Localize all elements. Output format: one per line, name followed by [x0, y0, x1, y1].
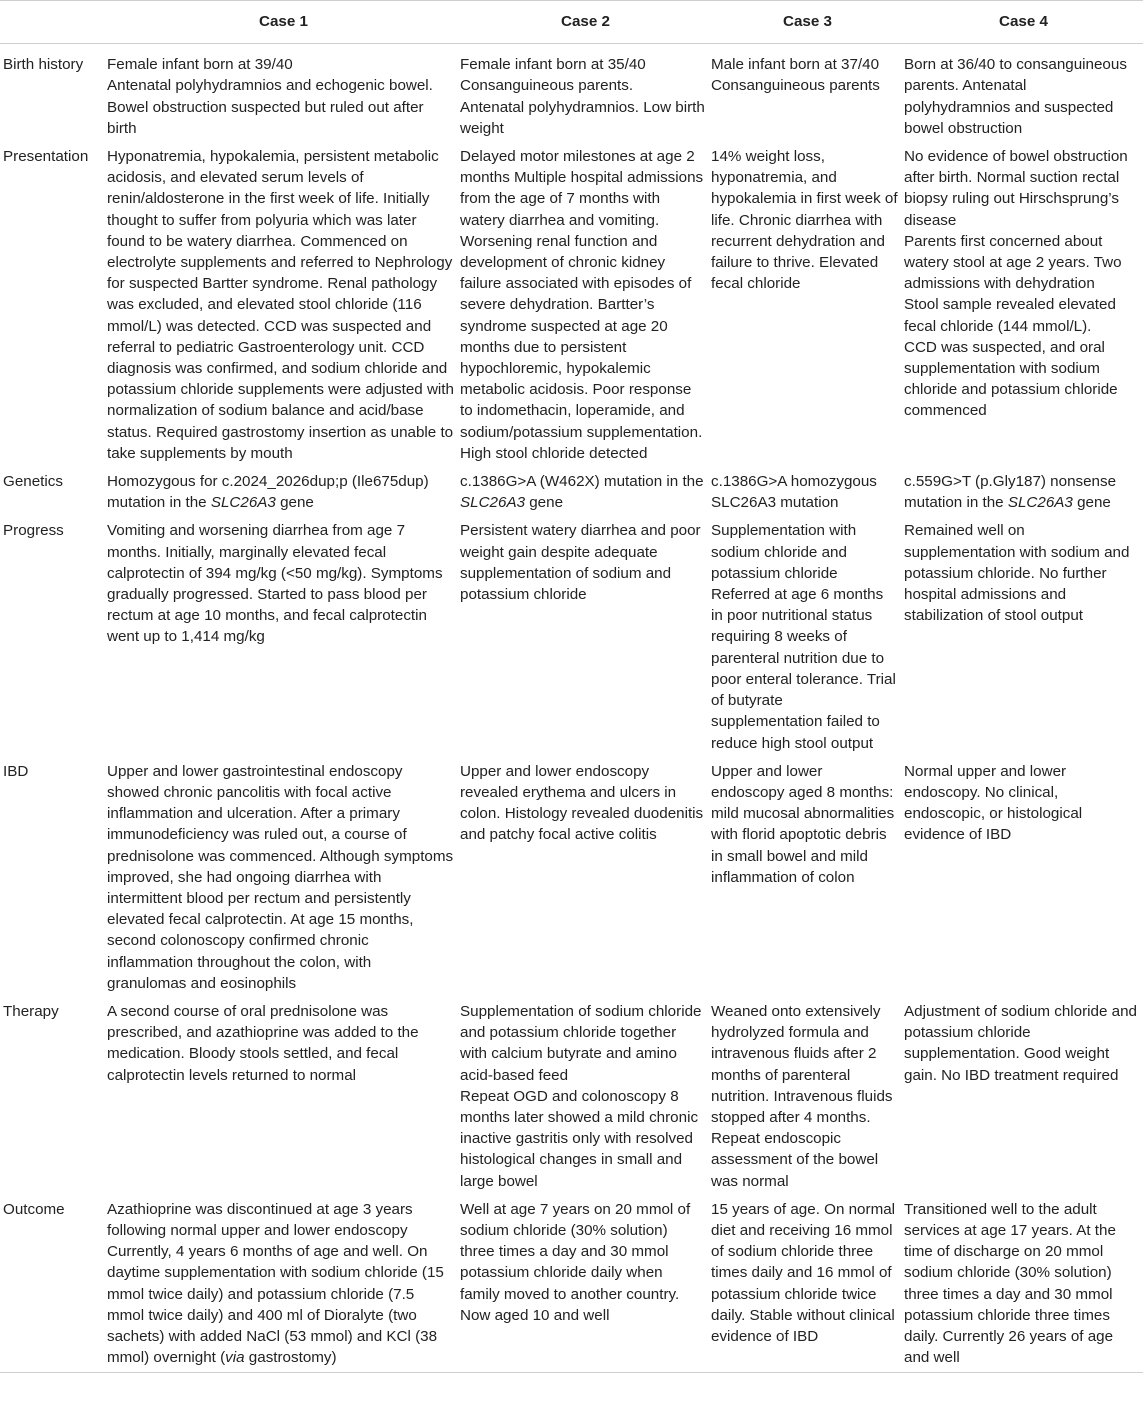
case-1-cell	[107, 998, 460, 1196]
case-4-cell	[904, 468, 1143, 517]
table-row	[0, 998, 1143, 1196]
cell-text: Normal upper and lower endoscopy. No clinical, endoscopic, or histological evidence of IBD	[904, 762, 1083, 844]
cell-text: Delayed motor milestones at age 2 months Multiple hospital admissions from the age of 7 months with watery diarrhea and vomiting. Worsening renal function and development of chronic kidney failure associated with episodes of severe dehydration. Bartter’s syndrome suspected at age 20 months due to persistent hypochloremic, hypokalemic metabolic acidosis. Poor response to indomethacin, loperamide, and sodium/potassium supplementation. High stool chloride detected	[460, 148, 704, 462]
cell-text: Azathioprine was discontinued at age 3 years following normal upper and lower endoscopy	[107, 1200, 413, 1239]
case-3-cell	[711, 517, 904, 757]
header-case-3: Case 3	[711, 1, 904, 44]
table-body	[0, 44, 1143, 1373]
case-1-cell	[107, 758, 460, 998]
cell-text: c.1386G>A homozygous SLC26A3 mutation	[711, 473, 877, 512]
cell-text: 14% weight loss, hyponatremia, and hypokalemia in first week of life. Chronic diarrhea with recurrent dehydration and failure to thrive. Elevated fecal chloride	[711, 148, 898, 293]
case-3-cell	[711, 998, 904, 1196]
case-1-cell	[107, 517, 460, 757]
cell-text: Stool sample revealed elevated fecal chloride (144 mmol/L).	[904, 296, 1116, 335]
case-2-cell	[460, 1196, 711, 1373]
case-1-cell	[107, 44, 460, 143]
case-1-cell	[107, 1196, 460, 1373]
case-1-cell	[107, 143, 460, 468]
case-2-cell	[460, 143, 711, 468]
cell-text: Upper and lower endoscopy revealed erythema and ulcers in colon. Histology revealed duodenitis and patchy focal active colitis	[460, 762, 704, 844]
row-label: Outcome	[0, 1196, 107, 1373]
cell-text: Repeat OGD and colonoscopy 8 months later showed a mild chronic inactive gastritis only with resolved histological changes in small and large bowel	[460, 1087, 699, 1190]
case-4-cell	[904, 1196, 1143, 1373]
cell-text: Currently, 4 years 6 months of age and well. On daytime supplementation with sodium chloride (15 mmol twice daily) and potassium chloride (7.5 mmol twice daily) and 400 ml of Dioralyte (two sachets) with added NaCl (53 mmol) and KCl (38 mmol) overnight (via gastrostomy)	[107, 1243, 444, 1367]
row-label: Presentation	[3, 148, 89, 166]
cell-text: Consanguineous parents	[711, 77, 880, 95]
case-4-cell	[904, 517, 1143, 757]
cell-text: Transitioned well to the adult services at age 17 years. At the time of discharge on 20 mmol sodium chloride (30% solution) three times a day and 30 mmol potassium chloride three times daily. Currently 26 years of age and well	[904, 1200, 1116, 1367]
table-row	[0, 44, 1143, 143]
cell-text: Female infant born at 39/40	[107, 56, 293, 74]
row-label: IBD	[3, 762, 29, 780]
cell-text: Referred at age 6 months in poor nutritional status requiring 8 weeks of parenteral nutrition due to poor enteral tolerance. Trial of butyrate supplementation failed to reduce high stool output	[711, 586, 896, 752]
table-row	[0, 758, 1143, 998]
case-3-cell	[711, 468, 904, 517]
table-row	[0, 143, 1143, 468]
row-label: Progress	[3, 522, 64, 540]
cell-text: Male infant born at 37/40	[711, 56, 880, 74]
cell-text: A second course of oral prednisolone was prescribed, and azathioprine was added to the medication. Bloody stools settled, and fecal calprotectin levels returned to normal	[107, 1002, 419, 1084]
case-3-cell	[711, 1196, 904, 1373]
cell-text: Upper and lower endoscopy aged 8 months: mild mucosal abnormalities with florid apoptotic debris in small bowel and mild inflammation of colon	[711, 762, 895, 886]
case-4-cell	[904, 44, 1143, 143]
cell-text: Female infant born at 35/40	[460, 56, 646, 74]
cell-text: Adjustment of sodium chloride and potassium chloride supplementation. Good weight gain. No IBD treatment required	[904, 1002, 1138, 1084]
header-case-2: Case 2	[460, 1, 711, 44]
row-label: Genetics	[3, 473, 63, 491]
header-case-1: Case 1	[107, 1, 460, 44]
cell-text: Antenatal polyhydramnios. Low birth weight	[460, 98, 705, 137]
cell-text: Hyponatremia, hypokalemia, persistent metabolic acidosis, and elevated serum levels of renin/aldosterone in the first week of life. Initially thought to suffer from polyuria which was later found to be watery diarrhea. Commenced on electrolyte supplements and referred to Nephrology for suspected Bartter syndrome. Renal pathology was excluded, and elevated stool chloride (116 mmol/L) was detected. CCD was suspected and referral to pediatric Gastroenterology unit. CCD diagnosis was confirmed, and sodium chloride and potassium chloride supplements were adjusted with normalization of sodium balance and acid/base status. Required gastrostomy insertion as unable to take supplements by mouth	[107, 148, 454, 462]
cell-text: 15 years of age. On normal diet and receiving 16 mmol of sodium chloride three times daily and 16 mmol of potassium chloride twice daily. Stable without clinical evidence of IBD	[711, 1200, 896, 1345]
cell-text: No evidence of bowel obstruction after birth. Normal suction rectal biopsy ruling out Hirschsprung’s disease	[904, 148, 1128, 229]
header-case-4: Case 4	[904, 1, 1143, 44]
row-label: Birth history	[3, 56, 84, 74]
case-4-cell	[904, 143, 1143, 468]
cell-text: Homozygous for c.2024_2026dup;p (Ile675dup) mutation in the SLC26A3 gene	[107, 473, 429, 512]
table-row	[0, 517, 1143, 757]
case-2-cell	[460, 44, 711, 143]
cell-text: c.559G>T (p.Gly187) nonsense mutation in the SLC26A3 gene	[904, 473, 1117, 512]
case-2-cell	[460, 758, 711, 998]
case-3-cell	[711, 143, 904, 468]
row-label: Therapy	[3, 1002, 59, 1020]
header-row	[0, 1, 1143, 44]
cell-text: Well at age 7 years on 20 mmol of sodium chloride (30% solution) three times a day and 30 mmol potassium chloride daily when family moved to another country. Now aged 10 and well	[460, 1200, 691, 1324]
case-4-cell	[904, 758, 1143, 998]
case-2-cell	[460, 998, 711, 1196]
cell-text: CCD was suspected, and oral supplementation with sodium chloride and potassium chloride commenced	[904, 338, 1118, 420]
cell-text: Upper and lower gastrointestinal endoscopy showed chronic pancolitis with focal active inflammation and ulceration. After a primary immunodeficiency was ruled out, a course of prednisolone was commenced. Although symptoms improved, she had ongoing diarrhea with intermittent blood per rectum and persistently elevated fecal calprotectin. At age 15 months, second colonoscopy confirmed chronic inflammation throughout the colon, with granulomas and eosinophils	[107, 762, 454, 992]
case-2-cell	[460, 468, 711, 517]
cell-text: Vomiting and worsening diarrhea from age 7 months. Initially, marginally elevated fecal calprotectin of 394 mg/kg (<50 mg/kg). Symptoms gradually progressed. Started to pass blood per rectum at age 10 months, and fecal calprotectin went up to 1,414 mg/kg	[107, 522, 443, 646]
cell-text: Remained well on supplementation with sodium and potassium chloride. No further hospital admissions and stabilization of stool output	[904, 522, 1130, 625]
case-3-cell	[711, 44, 904, 143]
cell-text: Born at 36/40 to consanguineous parents. Antenatal polyhydramnios and suspected bowel obstruction	[904, 56, 1127, 137]
cell-text: Antenatal polyhydramnios and echogenic bowel. Bowel obstruction suspected but ruled out after birth	[107, 77, 433, 137]
cell-text: Persistent watery diarrhea and poor weight gain despite adequate supplementation of sodium and potassium chloride	[460, 522, 701, 604]
cell-text: c.1386G>A (W462X) mutation in the SLC26A3 gene	[460, 473, 704, 512]
cell-text: Weaned onto extensively hydrolyzed formula and intravenous fluids after 2 months of parenteral nutrition. Intravenous fluids stopped after 4 months. Repeat endoscopic assessment of the bowel was normal	[711, 1002, 893, 1190]
case-1-cell	[107, 468, 460, 517]
table-row	[0, 468, 1143, 517]
case-4-cell	[904, 998, 1143, 1196]
cell-text: Consanguineous parents.	[460, 77, 634, 95]
case-2-cell	[460, 517, 711, 757]
header-blank	[0, 1, 107, 44]
table-row	[0, 1196, 1143, 1373]
cell-text: Supplementation of sodium chloride and potassium chloride together with calcium butyrate and amino acid-based feed	[460, 1002, 702, 1084]
cell-text: Supplementation with sodium chloride and potassium chloride	[711, 522, 857, 582]
cell-text: Parents first concerned about watery stool at age 2 years. Two admissions with dehydration	[904, 232, 1122, 293]
case-3-cell	[711, 758, 904, 998]
